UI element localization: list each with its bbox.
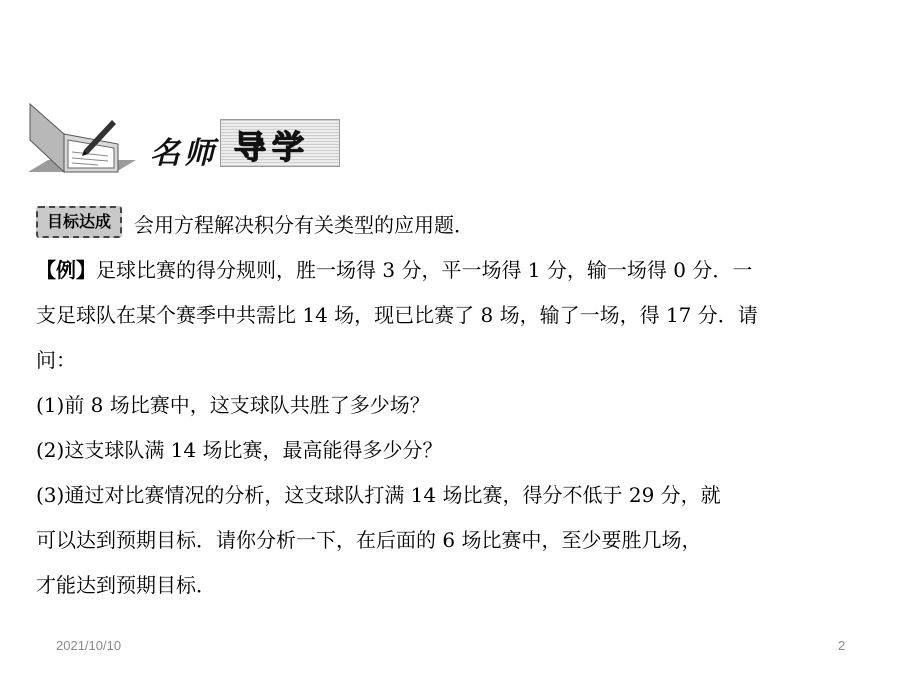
header-title-right: 导学 xyxy=(234,128,311,166)
question-3-line-3: 才能达到预期目标． xyxy=(36,573,216,597)
question-3-line-2: 可以达到预期目标．请你分析一下，在后面的 6 场比赛中，至少要胜几场， xyxy=(36,528,702,552)
notepad-pen-icon xyxy=(28,100,138,175)
page-number: 2 xyxy=(838,638,846,653)
footer-date: 2021/10/10 xyxy=(56,638,122,653)
header-title-left: 名师 xyxy=(150,136,218,171)
example-label: 【例】 xyxy=(36,258,96,282)
content-body xyxy=(36,203,870,608)
question-1: (1)前 8 场比赛中，这支球队共胜了多少场？ xyxy=(36,393,430,417)
example-line-1 xyxy=(36,248,870,293)
example-text-1: 足球比赛的得分规则，胜一场得 3 分，平一场得 1 分，输一场得 0 分．一 xyxy=(96,258,753,282)
example-line-2: 支足球队在某个赛季中共需比 14 场，现已比赛了 8 场，输了一场，得 17 分．请 xyxy=(36,303,758,327)
target-text: 会用方程解决积分有关类型的应用题． xyxy=(134,213,475,237)
target-line xyxy=(36,203,870,248)
target-badge: 目标达成 xyxy=(36,206,122,238)
question-2: (2)这支球队满 14 场比赛，最高能得多少分？ xyxy=(36,438,443,462)
question-3-line-1: (3)通过对比赛情况的分析，这支球队打满 14 场比赛，得分不低于 29 分，就 xyxy=(36,483,721,507)
section-header xyxy=(28,100,340,175)
example-line-3: 问： xyxy=(36,348,76,372)
